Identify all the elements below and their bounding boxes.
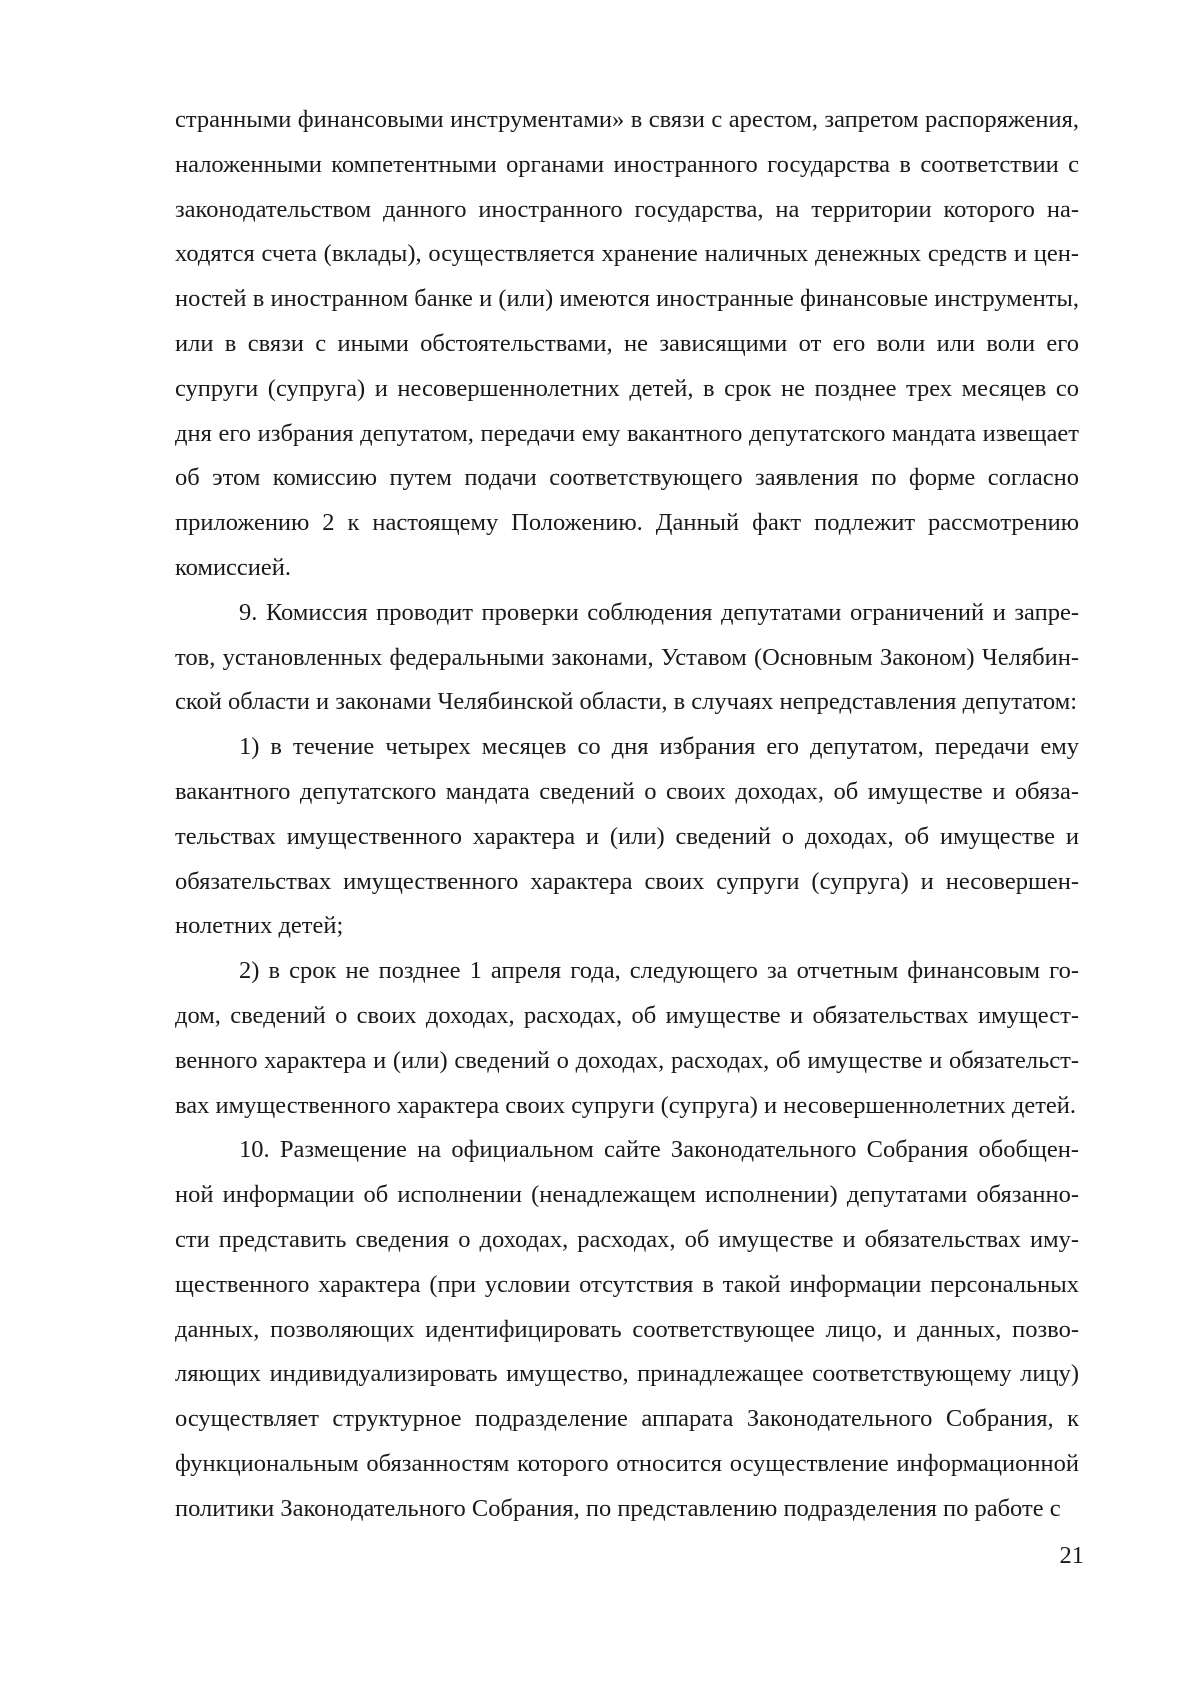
paragraph-item-9-2: 2) в срок не позднее 1 апреля года, следующего за отчетным финансовым годом, сведений о своих доходах, расходах, об имуществе и обязательствах имущественного характера и (или) сведений о доходах, расходах, об имуществе и обязательствах имущественного характера своих супруги (супруга) и несовершеннолетних детей. bbox=[175, 957, 1079, 1119]
paragraph-item-10: 10. Размещение на официальном сайте Законодательного Собрания обобщенной информации об исполнении (ненадлежащем исполнении) депутатами обязанности представить сведения о доходах, расходах, об имуществе и обязательствах имущественного характера (при условии отсутствия в такой информации персональных данных, позволяющих идентифицировать соответствующее лицо, и данных, позволяющих индивидуализировать имущество, принадлежащее соответствующему лицу) осуществляет структурное подразделение аппарата Законодательного Собрания, к функциональным обязанностям которого относится осуществление информационной политики Законодательного Собрания, по представлению подразделения по работе с bbox=[175, 1136, 1079, 1522]
page-number: 21 bbox=[1059, 1542, 1084, 1569]
paragraph-item-9-1: 1) в течение четырех месяцев со дня избрания его депутатом, передачи ему вакантного депутатского мандата сведений о своих доходах, об имуществе и обязательствах имущественного характера и (или) сведений о доходах, об имуществе и обязательствах имущественного характера своих супруги (супруга) и несовершеннолетних детей; bbox=[175, 733, 1079, 940]
paragraph-item-9: 9. Комиссия проводит проверки соблюдения депутатами ограничений и запретов, установленных федеральными законами, Уставом (Основным Законом) Челябинской области и законами Челябинской области, в случаях непредставления депутатом: bbox=[175, 598, 1079, 716]
paragraph-continuation: странными финансовыми инструментами» в связи с арестом, запретом распоряжения, наложенными компетентными органами иностранного государства в соответствии с законодательством данного иностранного государства, на территории которого находятся счета (вклады), осуществляется хранение наличных денежных средств и ценностей в иностранном банке и (или) имеются иностранные финансовые инструменты, или в связи с иными обстоятельствами, не зависящими от его воли или воли его супруги (супруга) и несовершеннолетних детей, в срок не позднее трех месяцев со дня его избрания депутатом, передачи ему вакантного депутатского мандата извещает об этом комиссию путем подачи соответствующего заявления по форме согласно приложению 2 к настоящему Положению. Данный факт подлежит рассмотрению комиссией. bbox=[175, 106, 1079, 581]
document-body bbox=[175, 98, 1079, 1532]
